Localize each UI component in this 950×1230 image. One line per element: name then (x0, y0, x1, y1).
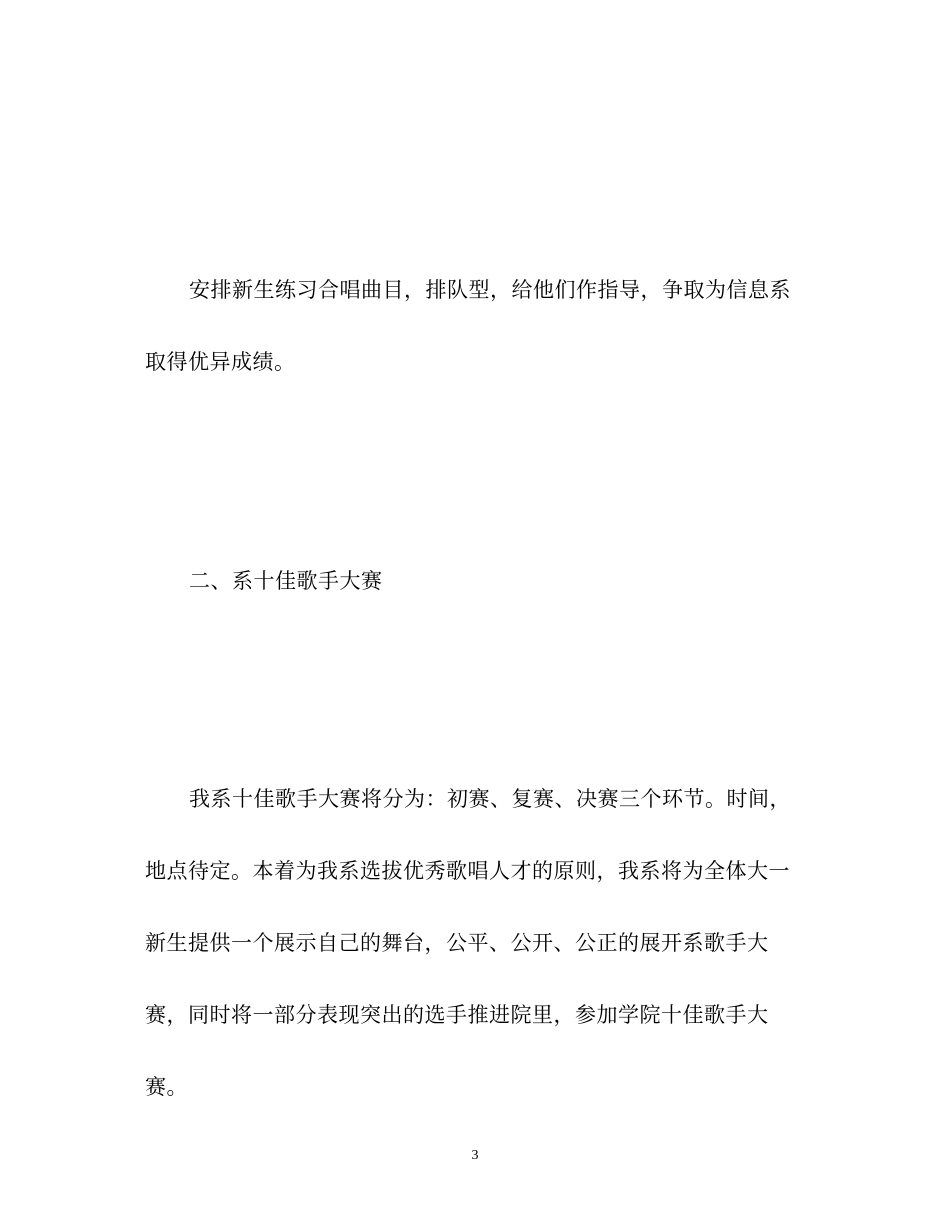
paragraph-singer-contest: 我系十佳歌手大赛将分为：初赛、复赛、决赛三个环节。时间，地点待定。本着为我系选拔优秀歌唱人才的原则，我系将为全体大一新生提供一个展示自己的舞台，公平、公开、公正的展开系歌手大赛，同时将一部分表现突出的选手推进院里，参加学院十佳歌手大赛。 (145, 787, 791, 1099)
page-number: 3 (471, 1148, 479, 1163)
section-heading: 二、系十佳歌手大赛 (189, 569, 383, 593)
paragraph-choir-training: 安排新生练习合唱曲目，排队型，给他们作指导，争取为信息系取得优异成绩。 (145, 278, 791, 374)
